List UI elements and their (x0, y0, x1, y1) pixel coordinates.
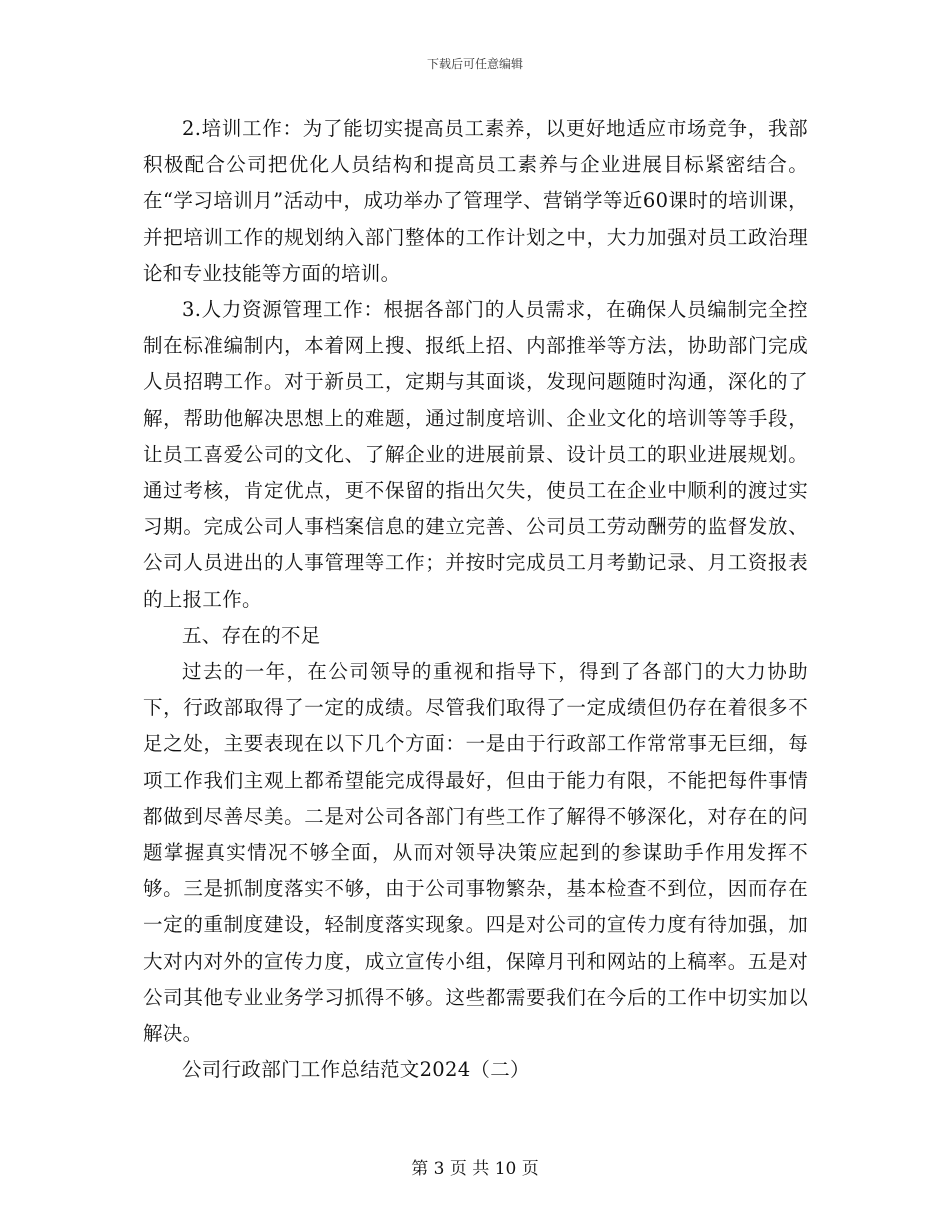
paragraph-hr-management: 3.人力资源管理工作：根据各部门的人员需求，在确保人员编制完全控制在标准编制内，本着网上搜、报纸上招、内部推举等方法，协助部门完成人员招聘工作。对于新员工，定期与其面谈，发现问题随时沟通，深化的了解，帮助他解决思想上的难题，通过制度培训、企业文化的培训等等手段，让员工喜爱公司的文化、了解企业的进展前景、设计员工的职业进展规划。通过考核，肯定优点，更不保留的指出欠失，使员工在企业中顺利的渡过实习期。完成公司人事档案信息的建立完善、公司员工劳动酬劳的监督发放、公司人员进出的人事管理等工作；并按时完成员工月考勤记录、月工资报表的上报工作。 (143, 298, 808, 611)
page-header-note: 下载后可任意编辑 (426, 57, 523, 71)
paragraph-shortcomings: 过去的一年，在公司领导的重视和指导下，得到了各部门的大力协助下，行政部取得了一定的成绩。尽管我们取得了一定成绩但仍存在着很多不足之处，主要表现在以下几个方面：一是由于行政部工作常常事无巨细，每项工作我们主观上都希望能完成得最好，但由于能力有限，不能把每件事情都做到尽善尽美。二是对公司各部门有些工作了解得不够深化，对存在的问题掌握真实情况不够全面，从而对领导决策应起到的参谋助手作用发挥不够。三是抓制度落实不够，由于公司事物繁杂，基本检查不到位，因而存在一定的重制度建设，轻制度落实现象。四是对公司的宣传力度有待加强，加大对内对外的宣传力度，成立宣传小组，保障月刊和网站的上稿率。五是对公司其他专业业务学习抓得不够。这些都需要我们在今后的工作中切实加以解决。 (143, 660, 808, 1046)
page-number: 第 3 页 共 10 页 (411, 1159, 539, 1179)
paragraph-training-work: 2.培训工作：为了能切实提高员工素养，以更好地适应市场竞争，我部积极配合公司把优化人员结构和提高员工素养与企业进展目标紧密结合。在“学习培训月”活动中，成功举办了管理学、营销学等近60课时的培训课，并把培训工作的规划纳入部门整体的工作计划之中，大力加强对员工政治理论和专业技能等方面的培训。 (143, 117, 808, 285)
document-body (143, 111, 808, 1088)
next-article-title: 公司行政部门工作总结范文2024（二） (182, 1058, 530, 1082)
section-heading-shortcomings: 五、存在的不足 (182, 623, 321, 647)
